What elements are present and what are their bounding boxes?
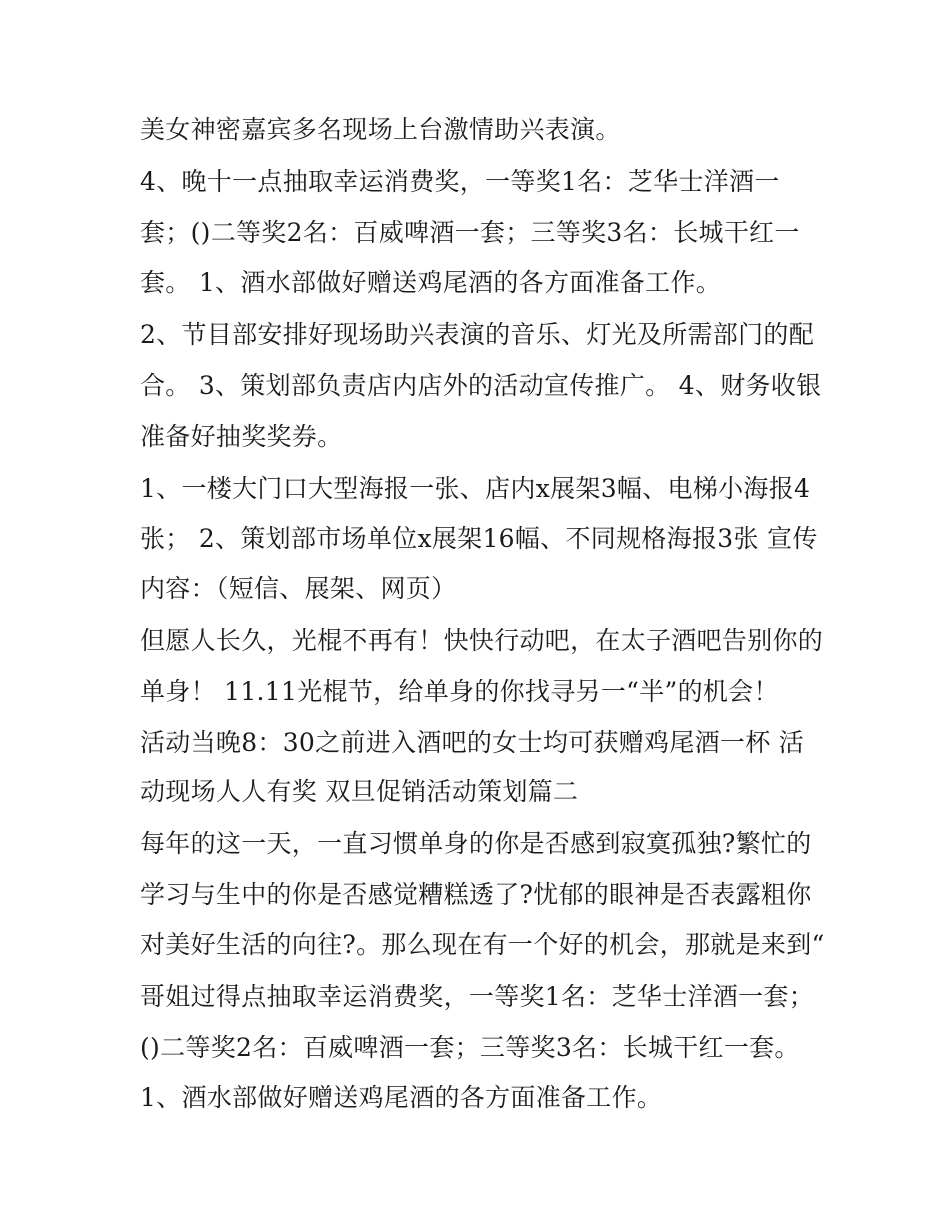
- text-line: 1、一楼大门口大型海报一张、店内x展架3幅、电梯小海报4: [140, 474, 811, 503]
- text-line: 准备好抽奖奖券。: [140, 422, 343, 451]
- text-line: 对美好生活的向往?。那么现在有一个好的机会，那就是来到“: [140, 930, 825, 959]
- text-line: 套；()二等奖2名：百威啤酒一套；三等奖3名：长城干红一: [140, 218, 800, 247]
- text-line: 套。 1、酒水部做好赠送鸡尾酒的各方面准备工作。: [140, 268, 722, 297]
- text-line: 合。 3、策划部负责店内店外的活动宣传推广。 4、财务收银: [140, 371, 822, 400]
- text-line: 张； 2、策划部市场单位x展架16幅、不同规格海报3张 宣传: [140, 524, 818, 553]
- text-line: 学习与生中的你是否感觉糟糕透了?忧郁的眼神是否表露粗你: [140, 880, 812, 909]
- text-line: 每年的这一天，一直习惯单身的你是否感到寂寞孤独?繁忙的: [140, 829, 812, 858]
- text-line: 哥姐过得点抽取幸运消费奖，一等奖1名：芝华士洋酒一套；: [140, 982, 815, 1011]
- text-line: 但愿人长久，光棍不再有！快快行动吧，在太子酒吧告别你的: [140, 626, 824, 655]
- text-line: 美女神密嘉宾多名现场上台激情助兴表演。: [140, 115, 621, 144]
- text-line: 2、节目部安排好现场助兴表演的音乐、灯光及所需部门的配: [140, 320, 815, 349]
- text-line: 单身！ 11.11光棍节，给单身的你找寻另一“半”的机会！: [140, 677, 779, 706]
- text-line: ()二等奖2名：百威啤酒一套；三等奖3名：长城干红一套。: [140, 1033, 800, 1062]
- text-line: 4、晚十一点抽取幸运消费奖，一等奖1名：芝华士洋酒一: [140, 167, 780, 196]
- text-line: 1、酒水部做好赠送鸡尾酒的各方面准备工作。: [140, 1083, 663, 1112]
- text-line: 内容：（短信、展架、网页）: [140, 574, 457, 603]
- text-line: 活动当晚8：30之前进入酒吧的女士均可获赠鸡尾酒一杯 活: [140, 728, 805, 757]
- text-line: 动现场人人有奖 双旦促销活动策划篇二: [140, 777, 579, 806]
